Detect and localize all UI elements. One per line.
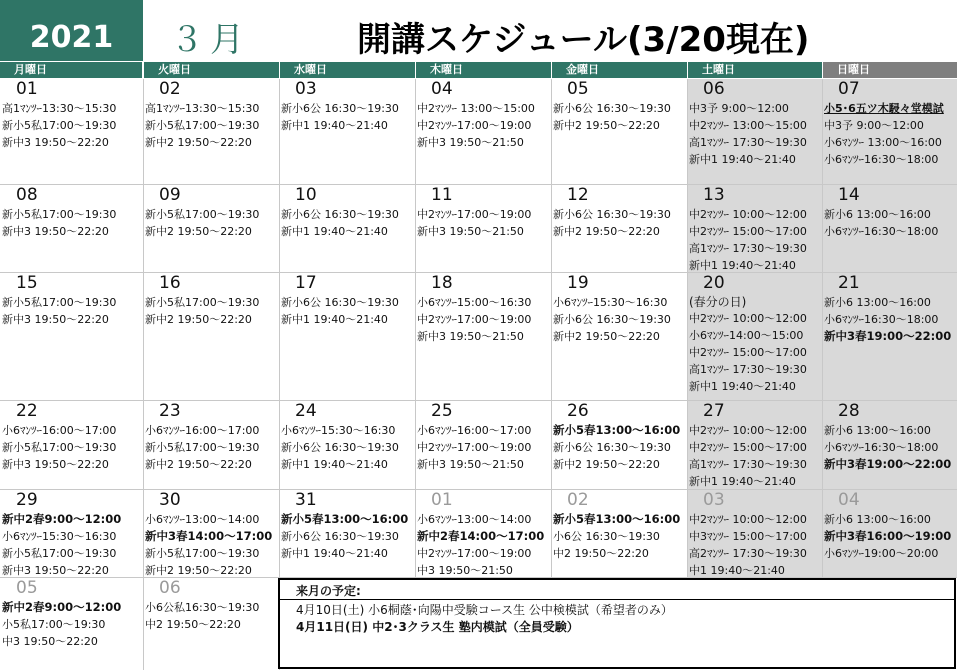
day-number: 07 [838,79,860,99]
class-entry: 中3予 9:00～12:00 [689,102,789,115]
day-cell [143,273,279,401]
next-month-title: 来月の予定: [296,584,361,598]
weekday-header: 金曜日 [552,62,687,78]
class-entry: 中2ﾏﾝﾂｰ17:00～19:00 [417,313,532,326]
class-entry: 新小5私17:00～19:30 [2,208,117,221]
day-cell [0,578,143,670]
day-cell [279,401,415,490]
day-number: 30 [159,490,181,510]
day-number: 20 [703,273,725,293]
day-number: 23 [159,401,181,421]
class-entry: 新小6 13:00～16:00 [824,208,931,221]
class-entry: 新中2春9:00～12:00 [2,512,122,526]
day-number: 26 [567,401,589,421]
day-cell [0,273,143,401]
class-entry: 中2ﾏﾝﾂｰ 10:00～12:00 [689,312,807,325]
class-entry: 新中2 19:50～22:20 [145,564,252,577]
day-cell [279,185,415,273]
month-label: ３月 [170,20,250,60]
class-entry: 中2ﾏﾝﾂｰ17:00～19:00 [417,119,532,132]
class-entry: 新小5私17:00～19:30 [2,441,117,454]
class-entry: 中2ﾏﾝﾂｰ 10:00～12:00 [689,208,807,221]
class-entry: 小6ﾏﾝﾂｰ16:30～18:00 [824,313,939,326]
class-entry: 小5私17:00～19:30 [2,618,106,631]
day-cell [143,490,279,578]
class-entry: 中2ﾏﾝﾂｰ 10:00～12:00 [689,513,807,526]
class-entry: 新中3 19:50～21:50 [417,225,524,238]
day-cell [822,401,957,490]
class-entry: 新中2 19:50～22:20 [553,225,660,238]
class-entry: 新中2 19:50～22:20 [553,119,660,132]
class-entry: 高1ﾏﾝﾂｰ 17:30～19:30 [689,363,807,376]
class-entry: 新中1 19:40～21:40 [689,380,796,393]
class-entry: 新小5春13:00～16:00 [281,512,409,526]
day-cell [415,273,551,401]
day-cell [279,490,415,578]
day-cell [551,401,687,490]
class-entry: 小6ﾏﾝﾂｰ16:00～17:00 [145,424,260,437]
day-number: 08 [16,185,38,205]
class-entry: 新小6公 16:30～19:30 [281,441,399,454]
class-entry: 小6公私16:30～19:30 [145,601,260,614]
class-entry: 新中3 19:50～21:50 [417,458,524,471]
day-number: 02 [567,490,589,510]
day-number: 06 [159,578,181,598]
class-entry: 新小6 13:00～16:00 [824,424,931,437]
day-cell [415,490,551,578]
day-cell [687,79,822,185]
day-number: 28 [838,401,860,421]
day-cell [687,185,822,273]
class-entry: 新中1 19:40～21:40 [281,547,388,560]
class-entry: 新小5私17:00～19:30 [2,547,117,560]
class-entry: 新小6公 16:30～19:30 [553,102,671,115]
day-number: 15 [16,273,38,293]
day-number: 25 [431,401,453,421]
year-label: 2021 [0,0,143,61]
class-entry: 高1ﾏﾝﾂｰ13:30～15:30 [2,102,117,115]
class-entry: 高1ﾏﾝﾂｰ13:30～15:30 [145,102,260,115]
next-month-panel [278,578,956,669]
page-title: 開講スケジュール(3/20現在) [357,20,810,60]
class-entry: 新中3春19:00～22:00 [824,457,952,471]
day-number: 04 [431,79,453,99]
class-entry: 新中2 19:50～22:20 [553,458,660,471]
class-entry: 中2ﾏﾝﾂｰ17:00～19:00 [417,547,532,560]
day-cell [687,273,822,401]
class-entry: 中2ﾏﾝﾂｰ 15:00～17:00 [689,346,807,359]
day-number: 05 [16,578,38,598]
grid-line [415,79,416,578]
day-number: 13 [703,185,725,205]
day-cell [822,185,957,273]
grid-line [143,79,144,670]
class-entry: 新中3 19:50～22:20 [2,458,109,471]
class-entry: 中2ﾏﾝﾂｰ 15:00～17:00 [689,441,807,454]
day-cell [551,273,687,401]
weekday-header: 土曜日 [688,62,822,78]
day-number: 22 [16,401,38,421]
class-entry: 新小6公 16:30～19:30 [281,530,399,543]
class-entry: 新中1 19:40～21:40 [281,313,388,326]
class-entry: 新小6公 16:30～19:30 [281,296,399,309]
weekday-header: 木曜日 [416,62,551,78]
day-cell [0,185,143,273]
day-cell [0,490,143,578]
class-entry: 新中2春14:00～17:00 [417,529,545,543]
class-entry: 新中2 19:50～22:20 [145,225,252,238]
class-entry: 小6ﾏﾝﾂｰ13:00～14:00 [417,513,532,526]
class-entry: 新小5私17:00～19:30 [145,119,260,132]
day-cell [551,185,687,273]
day-cell [143,401,279,490]
class-entry: 新小6公 16:30～19:30 [281,208,399,221]
class-entry: 新小6 13:00～16:00 [824,296,931,309]
weekday-header: 水曜日 [280,62,415,78]
day-cell [143,79,279,185]
day-number: 16 [159,273,181,293]
class-entry: 新中2 19:50～22:20 [145,313,252,326]
class-entry: 新小6公 16:30～19:30 [553,313,671,326]
class-entry: 小6ﾏﾝﾂｰ15:30～16:30 [2,530,117,543]
class-entry: 新中3 19:50～22:20 [2,225,109,238]
class-entry: 小6ﾏﾝﾂｰ16:00～17:00 [417,424,532,437]
class-entry: 新小5春13:00～16:00 [553,512,681,526]
day-cell [687,401,822,490]
weekday-header: 日曜日 [823,62,957,78]
day-cell [822,490,957,578]
class-entry: 中2 19:50～22:20 [553,547,649,560]
class-entry: 新小6公 16:30～19:30 [553,208,671,221]
class-entry: 新小5私17:00～19:30 [145,547,260,560]
class-entry: 新小5私17:00～19:30 [145,208,260,221]
day-number: 05 [567,79,589,99]
weekday-header: 月曜日 [0,62,142,78]
class-entry: 中2ﾏﾝﾂｰ17:00～19:00 [417,441,532,454]
day-number: 11 [431,185,453,205]
class-entry: 新中3 19:50～22:20 [2,136,109,149]
day-number: 12 [567,185,589,205]
day-cell [822,79,957,185]
class-entry: 小6公 16:30～19:30 [553,530,660,543]
weekday-header: 火曜日 [144,62,279,78]
day-number: 01 [16,79,38,99]
class-entry: 中2ﾏﾝﾂｰ 13:00～15:00 [689,119,807,132]
class-entry: 新中2 19:50～22:20 [145,136,252,149]
class-entry: 高1ﾏﾝﾂｰ 17:30～19:30 [689,458,807,471]
day-cell [143,578,279,670]
day-number: 17 [295,273,317,293]
day-number: 18 [431,273,453,293]
day-number: 06 [703,79,725,99]
class-entry: 小6ﾏﾝﾂｰ15:30～16:30 [553,296,668,309]
next-month-divider [280,599,954,600]
class-entry: 新中3 19:50～22:20 [2,313,109,326]
class-entry: 小6ﾏﾝﾂｰ16:30～18:00 [824,441,939,454]
class-entry: 中2ﾏﾝﾂｰ 15:00～17:00 [689,225,807,238]
class-entry: 中3 19:50～21:50 [417,564,513,577]
class-entry: 新中3 19:50～21:50 [417,330,524,343]
day-number: 03 [295,79,317,99]
class-entry: 新中1 19:40～21:40 [689,259,796,272]
day-cell [143,185,279,273]
day-number: 03 [703,490,725,510]
class-entry: 新中1 19:40～21:40 [281,458,388,471]
day-number: 31 [295,490,317,510]
class-entry: 新小5私17:00～19:30 [2,296,117,309]
day-number: 27 [703,401,725,421]
class-entry: 小6ﾏﾝﾂｰ15:30～16:30 [281,424,396,437]
grid-line [551,79,552,578]
class-entry: 新中2 19:50～22:20 [145,458,252,471]
class-entry: 新中3春14:00～17:00 [145,529,273,543]
next-month-line: 4月11日(日) 中2･3クラス生 塾内模試（全員受験） [296,620,579,634]
grid-line [687,79,688,578]
holiday-note: (春分の日) [689,295,747,309]
day-number: 21 [838,273,860,293]
class-entry: 新中3春16:00～19:00 [824,529,952,543]
class-entry: 新小6公 16:30～19:30 [553,441,671,454]
class-entry: 小6ﾏﾝﾂｰ15:00～16:30 [417,296,532,309]
class-entry: 新小5私17:00～19:30 [145,441,260,454]
day-number: 24 [295,401,317,421]
class-entry: 新中1 19:40～21:40 [689,153,796,166]
class-entry: 新小5私17:00～19:30 [145,296,260,309]
class-entry: 新中1 19:40～21:40 [689,475,796,488]
next-month-line: 4月10日(土) 小6桐蔭･向陽中受験コース生 公中検模試（希望者のみ） [296,603,673,617]
class-entry: 高2ﾏﾝﾂｰ 17:30～19:30 [689,547,807,560]
day-number: 14 [838,185,860,205]
class-entry: 新中3 19:50～22:20 [2,564,109,577]
class-entry: 新小6 13:00～16:00 [824,513,931,526]
day-cell [0,401,143,490]
class-entry: 中3 19:50～22:20 [2,635,98,648]
day-number: 04 [838,490,860,510]
class-entry: 中2ﾏﾝﾂｰ 10:00～12:00 [689,424,807,437]
class-entry: 小6ﾏﾝﾂｰ16:30～18:00 [824,153,939,166]
class-entry: 小6ﾏﾝﾂｰ14:00～15:00 [689,329,804,342]
class-entry: 中2 19:50～22:20 [145,618,241,631]
class-entry: 新中2春9:00～12:00 [2,600,122,614]
class-entry: 小6ﾏﾝﾂｰ19:00～20:00 [824,547,939,560]
class-entry: 中3ﾏﾝﾂｰ 15:00～17:00 [689,530,807,543]
day-cell [279,273,415,401]
day-cell [822,273,957,401]
day-cell [279,79,415,185]
day-cell [551,79,687,185]
class-entry: 中2ﾏﾝﾂｰ17:00～19:00 [417,208,532,221]
day-number: 19 [567,273,589,293]
class-entry: 小6ﾏﾝﾂｰ16:00～17:00 [2,424,117,437]
day-number: 09 [159,185,181,205]
class-entry: 新小6公 16:30～19:30 [281,102,399,115]
day-cell [0,79,143,185]
class-entry: 小6ﾏﾝﾂｰ13:00～14:00 [145,513,260,526]
class-entry: 小6ﾏﾝﾂｰ16:30～18:00 [824,225,939,238]
class-entry: 新小5春13:00～16:00 [553,423,681,437]
day-number: 01 [431,490,453,510]
grid-line [822,79,823,578]
class-entry: 新中2 19:50～22:20 [553,330,660,343]
class-entry: 高1ﾏﾝﾂｰ 17:30～19:30 [689,136,807,149]
class-entry: 新中3 19:50～21:50 [417,136,524,149]
day-number: 10 [295,185,317,205]
class-entry: 中1 19:40～21:40 [689,564,785,577]
class-entry: 新小5私17:00～19:30 [2,119,117,132]
day-cell [551,490,687,578]
day-number: 29 [16,490,38,510]
class-entry: 中2ﾏﾝﾂｰ 13:00～15:00 [417,102,535,115]
class-entry: 新中1 19:40～21:40 [281,119,388,132]
class-entry: 小5･6五ツ木駸々堂模試 [824,102,944,115]
class-entry: 新中3春19:00～22:00 [824,329,952,343]
day-cell [687,490,822,578]
day-cell [415,79,551,185]
day-cell [415,401,551,490]
class-entry: 高1ﾏﾝﾂｰ 17:30～19:30 [689,242,807,255]
day-cell [415,185,551,273]
day-number: 02 [159,79,181,99]
class-entry: 新中1 19:40～21:40 [281,225,388,238]
class-entry: 小6ﾏﾝﾂｰ 13:00～16:00 [824,136,942,149]
class-entry: 中3予 9:00～12:00 [824,119,924,132]
